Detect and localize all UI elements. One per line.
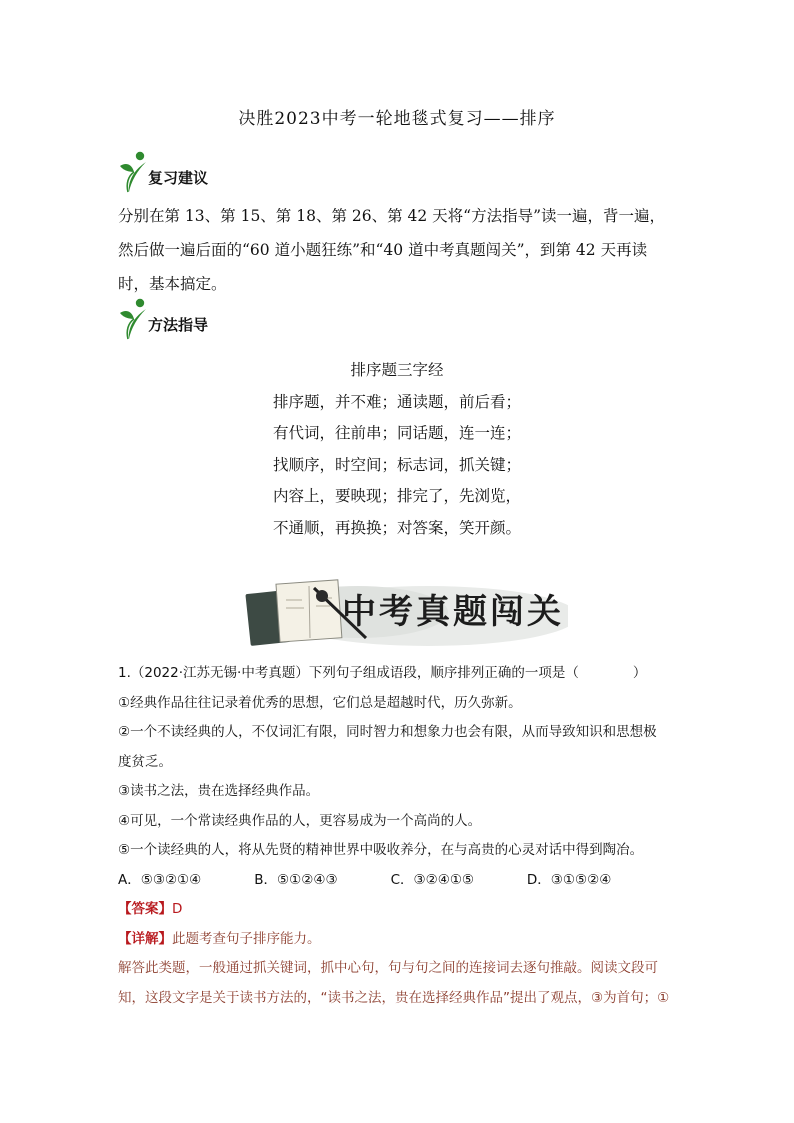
- review-paragraph: [118, 199, 688, 301]
- poem-title: 排序题三字经: [350, 361, 444, 379]
- option-b: B．⑤①②④③: [254, 871, 338, 888]
- text-line: 分别在第 13、第 15、第 18、第 26、第 42 天将“方法指导”读一遍，背一遍，: [118, 207, 666, 225]
- poem-line: 内容上，要映现；排完了，先浏览，: [272, 487, 521, 505]
- exam-banner: [238, 572, 568, 652]
- leaf-logo-icon: [116, 150, 152, 194]
- sentence-item: ①经典作品往往记录着优秀的思想，它们总是超越时代，历久弥新。: [118, 694, 522, 711]
- sentence-item: ⑤一个读经典的人，将从先贤的精神世界中吸收养分，在与高贵的心灵对话中得到陶冶。: [118, 842, 644, 858]
- detail-line: [118, 925, 688, 955]
- section-heading-review: [116, 150, 208, 194]
- explanation-line: 知，这段文字是关于读书方法的，“读书之法，贵在选择经典作品”提出了观点，③为首句；①: [118, 989, 670, 1006]
- question-stem: 1.（2022·江苏无锡·中考真题）下列句子组成语段，顺序排列正确的一项是（ ）: [118, 665, 647, 681]
- option-c: C．③②④①⑤: [390, 871, 475, 888]
- detail-value: 此题考查句子排序能力。: [172, 930, 321, 947]
- section-heading-method: [116, 297, 208, 341]
- section-label: 方法指导: [148, 315, 209, 334]
- sentence-item: ③读书之法，贵在选择经典作品。: [118, 783, 320, 799]
- poem-line: 找顺序，时空间；标志词，抓关键；: [272, 455, 521, 474]
- option-d: D．③①⑤②④: [526, 871, 612, 888]
- poem-line: 有代词，往前串；同话题，连一连；: [272, 424, 521, 442]
- detail-label: 【详解】: [118, 930, 172, 947]
- sentence-item: ④可见，一个常读经典作品的人，更容易成为一个高尚的人。: [118, 812, 482, 829]
- text-line: 然后做一遍后面的“60 道小题狂练”和“40 道中考真题闯关”，到第 42 天再读: [118, 241, 648, 259]
- answer-label: 【答案】: [118, 901, 172, 917]
- question-block: [118, 659, 688, 1013]
- page-title: 决胜2023中考一轮地毯式复习——排序: [238, 109, 556, 129]
- option-a: A．⑤③②①④: [118, 871, 202, 888]
- section-label: 复习建议: [148, 168, 209, 187]
- options-row: [118, 866, 688, 896]
- leaf-logo-icon: [116, 297, 152, 341]
- poem-line: 不通顺，再换换；对答案，笑开颜。: [272, 518, 521, 537]
- poem-block: [0, 355, 794, 544]
- explanation-line: 解答此类题，一般通过抓关键词，抓中心句，句与句之间的连接词去逐句推敲。阅读文段可: [118, 960, 658, 976]
- poem-line: 排序题，并不难；通读题，前后看；: [272, 392, 521, 411]
- answer-line: [118, 895, 688, 925]
- answer-value: D: [172, 901, 183, 917]
- text-line: 时，基本搞定。: [118, 275, 227, 293]
- banner-title: 中考真题闯关: [342, 592, 564, 632]
- sentence-item: 度贫乏。: [118, 753, 172, 770]
- sentence-item: ②一个不读经典的人，不仅词汇有限，同时智力和想象力也会有限，从而导致知识和思想极: [118, 724, 657, 740]
